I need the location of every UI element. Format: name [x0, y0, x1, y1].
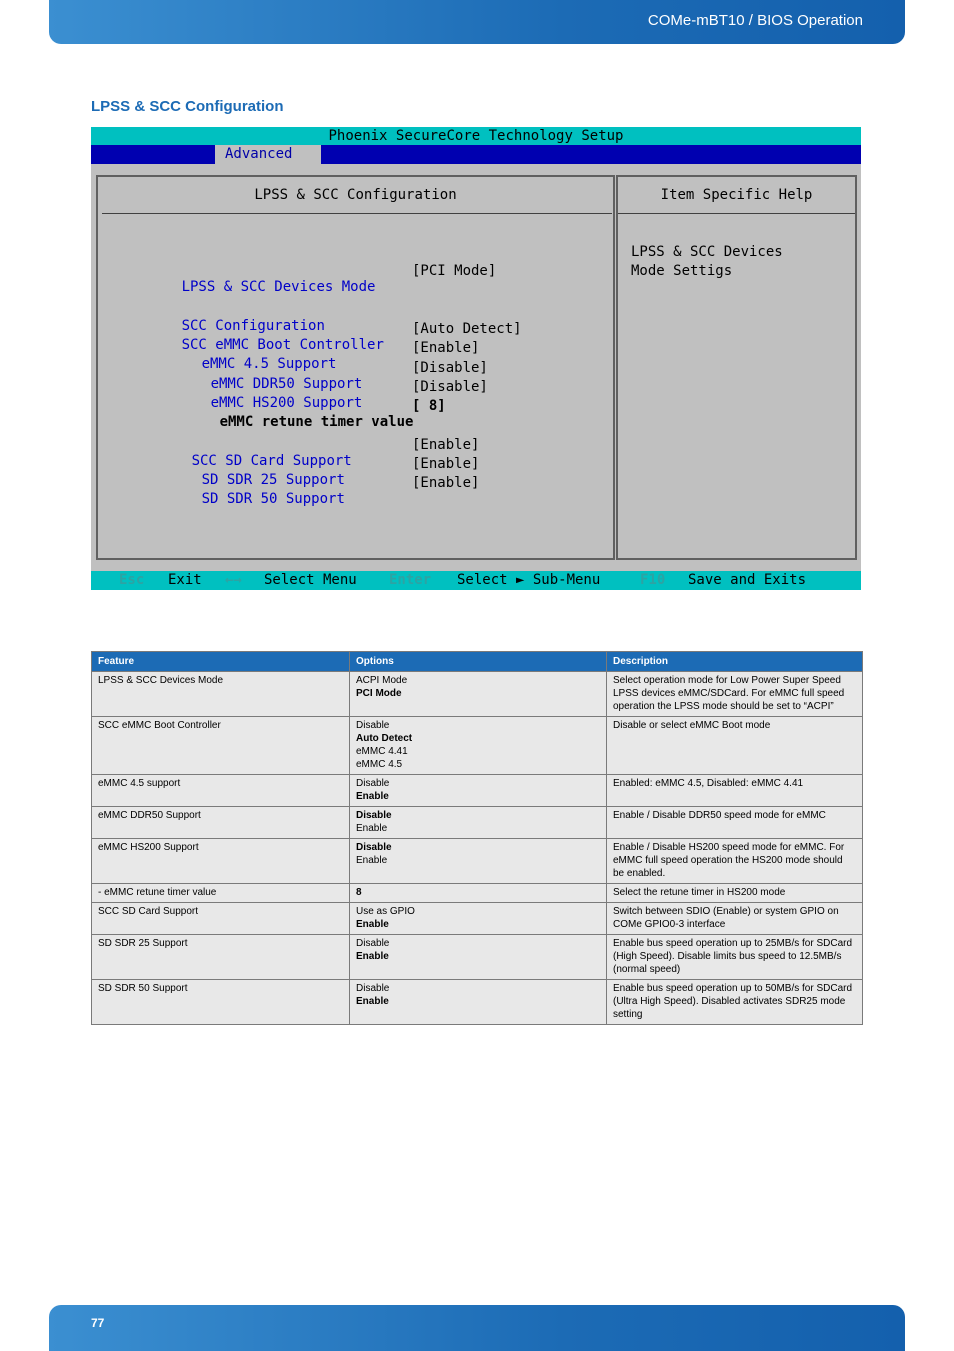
setting-value-text: [Auto Detect]: [412, 321, 522, 337]
f10-action: Save and Exits: [688, 572, 807, 588]
default-option: Enable: [356, 951, 389, 962]
document-title: COMe-mBT10 / BIOS Operation: [647, 12, 863, 29]
enter-key: Enter: [389, 572, 432, 588]
setting-value[interactable]: [412, 475, 479, 491]
enter-action: Select ► Sub-Menu: [457, 572, 601, 588]
table-row: [92, 717, 863, 775]
default-option: Enable: [356, 996, 389, 1007]
option: eMMC 4.5: [356, 759, 403, 770]
arrow-keys-icon: ←→: [225, 572, 242, 588]
setting-value[interactable]: [412, 321, 522, 337]
description-cell: Switch between SDIO (Enable) or system GPIO on COMe GPIO0-3 interface: [607, 903, 863, 935]
divider: [102, 213, 612, 214]
setting-label: eMMC retune timer value: [219, 414, 414, 430]
options-cell: [350, 775, 607, 807]
setting-label: SD SDR 50 Support: [201, 491, 345, 507]
default-option: PCI Mode: [356, 688, 402, 699]
option: Enable: [356, 855, 388, 866]
description-cell: Enable bus speed operation up to 25MB/s for SDCard (High Speed). Disable limits bus speed to 12.5MB/s (normal speed): [607, 935, 863, 980]
tab-advanced[interactable]: Advanced: [215, 145, 321, 164]
default-option: Enable: [356, 919, 389, 930]
header-bar: [49, 0, 905, 44]
option: Disable: [356, 938, 390, 949]
setting-value[interactable]: [412, 340, 479, 356]
option: Disable: [356, 983, 390, 994]
feature-cell: eMMC DDR50 Support: [92, 807, 350, 839]
bios-help-panel: [616, 175, 857, 560]
help-text: LPSS & SCC Devices Mode Settigs: [631, 244, 783, 279]
description-cell: Select operation mode for Low Power Super Speed LPSS devices eMMC/SDCard. For eMMC full speed operation the LPSS mode should be set to “ACPI”: [607, 672, 863, 717]
feature-cell: SD SDR 50 Support: [92, 980, 350, 1025]
table-row: [92, 884, 863, 903]
options-cell: [350, 717, 607, 775]
default-option: 8: [356, 887, 362, 898]
column-header-options: Options: [350, 652, 607, 672]
setting-label: SCC Configuration: [181, 318, 325, 334]
description-cell: Enable bus speed operation up to 50MB/s for SDCard (Ultra High Speed). Disabled activates SDR25 mode setting: [607, 980, 863, 1025]
table-header-row: [92, 652, 863, 672]
setting-label: SCC eMMC Boot Controller: [181, 337, 384, 353]
section-title: LPSS & SCC Configuration: [91, 98, 284, 115]
option: Disable: [356, 778, 390, 789]
feature-cell: SCC eMMC Boot Controller: [92, 717, 350, 775]
description-cell: Enabled: eMMC 4.5, Disabled: eMMC 4.41: [607, 775, 863, 807]
setting-label: SCC SD Card Support: [191, 453, 352, 469]
options-cell: [350, 903, 607, 935]
setting-value-text: [PCI Mode]: [412, 263, 497, 279]
options-cell: [350, 980, 607, 1025]
option: Disable: [356, 720, 390, 731]
feature-cell: LPSS & SCC Devices Mode: [92, 672, 350, 717]
settings-panel-heading: LPSS & SCC Configuration: [254, 187, 457, 203]
setting-value-text: [Enable]: [412, 437, 480, 453]
default-option: Disable: [356, 810, 392, 821]
help-panel-heading: Item Specific Help: [660, 187, 813, 203]
option: Use as GPIO: [356, 906, 415, 917]
esc-action: Exit: [168, 572, 202, 588]
table-row: [92, 672, 863, 717]
setting-value-text: [ 8]: [412, 398, 446, 414]
options-cell: [350, 672, 607, 717]
option: ACPI Mode: [356, 675, 408, 686]
setting-value[interactable]: [412, 456, 479, 472]
setting-value-text: [Enable]: [412, 340, 480, 356]
feature-cell: SD SDR 25 Support: [92, 935, 350, 980]
arrow-action: Select Menu: [264, 572, 357, 588]
option: eMMC 4.41: [356, 746, 408, 757]
table-row: [92, 807, 863, 839]
default-option: Auto Detect: [356, 733, 413, 744]
feature-table: [91, 651, 863, 1025]
feature-cell: eMMC 4.5 support: [92, 775, 350, 807]
feature-cell: - eMMC retune timer value: [92, 884, 350, 903]
divider: [618, 213, 855, 214]
setting-value-text: [Disable]: [412, 379, 488, 395]
table-row: [92, 839, 863, 884]
setting-value-text: [Disable]: [412, 360, 488, 376]
description-cell: Select the retune timer in HS200 mode: [607, 884, 863, 903]
column-header-description: Description: [607, 652, 863, 672]
setting-value[interactable]: [412, 263, 496, 279]
options-cell: [350, 935, 607, 980]
setting-value[interactable]: [412, 398, 446, 414]
setting-label: eMMC DDR50 Support: [210, 376, 363, 392]
bios-settings-panel: [96, 175, 615, 560]
page-number: 77: [91, 1316, 105, 1330]
description-cell: Enable / Disable DDR50 speed mode for eMMC: [607, 807, 863, 839]
table-row: [92, 775, 863, 807]
setting-value[interactable]: [412, 360, 488, 376]
table-row: [92, 903, 863, 935]
option: Enable: [356, 823, 388, 834]
options-cell: [350, 839, 607, 884]
setting-value-text: [Enable]: [412, 475, 480, 491]
bios-title: Phoenix SecureCore Technology Setup: [91, 127, 861, 145]
default-option: Enable: [356, 791, 389, 802]
feature-cell: eMMC HS200 Support: [92, 839, 350, 884]
bios-menubar: [91, 145, 861, 164]
bios-status-bar: [91, 571, 861, 590]
options-cell: [350, 807, 607, 839]
table-row: [92, 980, 863, 1025]
setting-sd-sdr50-support[interactable]: [151, 475, 345, 523]
default-option: Disable: [356, 842, 392, 853]
feature-cell: SCC SD Card Support: [92, 903, 350, 935]
setting-label: eMMC HS200 Support: [210, 395, 363, 411]
description-cell: Disable or select eMMC Boot mode: [607, 717, 863, 775]
bios-screenshot: [91, 127, 861, 590]
footer-bar: [49, 1305, 905, 1351]
setting-label: eMMC 4.5 Support: [201, 356, 337, 372]
setting-value[interactable]: [412, 379, 488, 395]
setting-label: SD SDR 25 Support: [201, 472, 345, 488]
table-row: [92, 935, 863, 980]
options-cell: [350, 884, 607, 903]
column-header-feature: Feature: [92, 652, 350, 672]
description-cell: Enable / Disable HS200 speed mode for eMMC. For eMMC full speed operation the HS200 mode should be enabled.: [607, 839, 863, 884]
esc-key: Esc: [119, 572, 145, 588]
f10-key: F10: [640, 572, 666, 588]
setting-label: LPSS & SCC Devices Mode: [181, 279, 376, 295]
setting-value-text: [Enable]: [412, 456, 480, 472]
setting-value[interactable]: [412, 437, 479, 453]
